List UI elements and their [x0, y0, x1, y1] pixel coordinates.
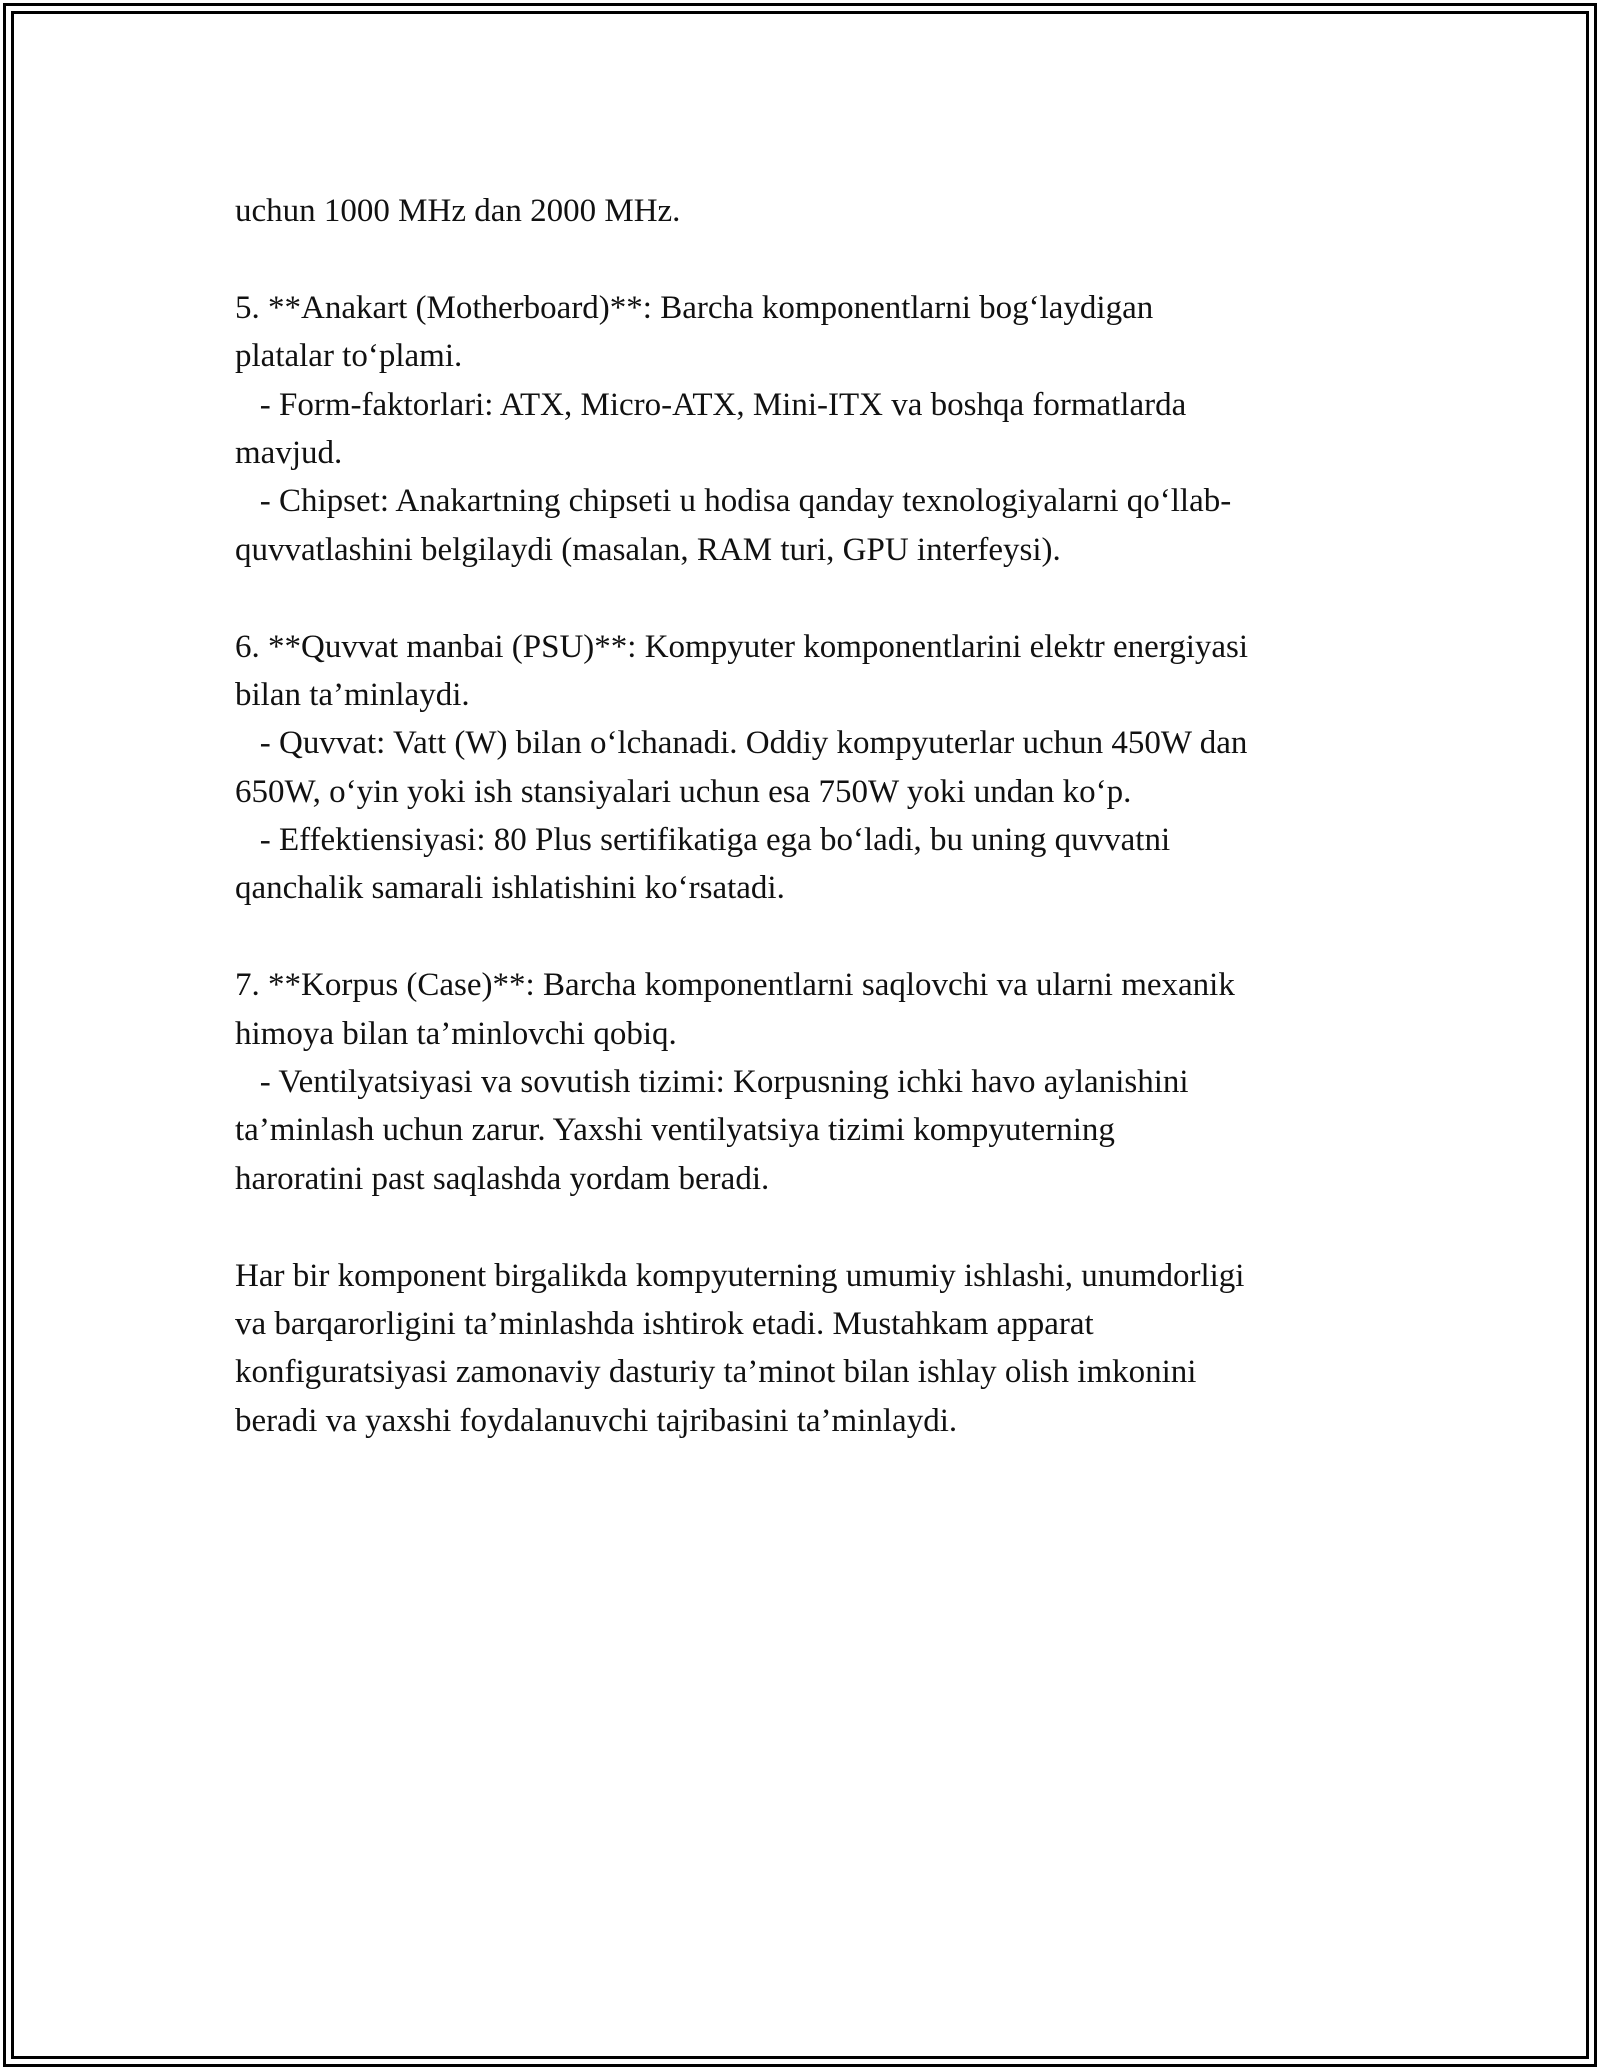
text-line: - Effektiensiyasi: 80 Plus sertifikatiga ega bo‘ladi, bu uning quvvatni [235, 822, 1171, 859]
text-line: uchun 1000 MHz dan 2000 MHz. [235, 193, 681, 229]
blank-line [235, 235, 1375, 283]
text-line: - Form-faktorlari: ATX, Micro-ATX, Mini-ITX va boshqa formatlarda [235, 386, 1187, 423]
text-line: himoya bilan ta’minlovchi qobiq. [235, 1015, 677, 1052]
text-line: mavjud. [235, 434, 343, 471]
text-line: 6. **Quvvat manbai (PSU)**: Kompyuter komponentlarini elektr energiyasi [235, 628, 1249, 665]
text-line: - Quvvat: Vatt (W) bilan o‘lchanadi. Oddiy kompyuterlar uchun 450W dan [235, 725, 1248, 762]
text-line: va barqarorligini ta’minlashda ishtirok etadi. Mustahkam apparat [235, 1305, 1094, 1342]
text-line: 650W, o‘yin yoki ish stansiyalari uchun esa 750W yoki undan ko‘p. [235, 773, 1132, 810]
text-line: 7. **Korpus (Case)**: Barcha komponentlarni saqlovchi va ularni mexanik [235, 967, 1235, 1004]
text-line: quvvatlashini belgilaydi (masalan, RAM turi, GPU interfeysi). [235, 531, 1061, 568]
text-line: bilan ta’minlaydi. [235, 676, 470, 713]
blank-line [235, 574, 1375, 622]
blank-line [235, 1203, 1375, 1251]
text-line: qanchalik samarali ishlatishini ko‘rsatadi. [235, 870, 785, 907]
text-line: Har bir komponent birgalikda kompyuterning umumiy ishlashi, unumdorligi [235, 1257, 1245, 1294]
text-line: - Ventilyatsiyasi va sovutish tizimi: Korpusning ichki havo aylanishini [235, 1064, 1189, 1101]
blank-line [235, 913, 1375, 961]
text-line: - Chipset: Anakartning chipseti u hodisa qanday texnologiyalarni qo‘llab- [235, 483, 1232, 520]
text-line: konfiguratsiyasi zamonaviy dasturiy ta’minot bilan ishlay olish imkonini [235, 1354, 1197, 1391]
text-line: beradi va yaxshi foydalanuvchi tajribasini ta’minlaydi. [235, 1402, 958, 1439]
text-line: ta’minlash uchun zarur. Yaxshi ventilyatsiya tizimi kompyuterning [235, 1112, 1115, 1149]
text-line: 5. **Anakart (Motherboard)**: Barcha komponentlarni bog‘laydigan [235, 289, 1154, 326]
text-line: haroratini past saqlashda yordam beradi. [235, 1160, 770, 1197]
document-body [235, 187, 1375, 1445]
text-line: platalar to‘plami. [235, 338, 463, 375]
